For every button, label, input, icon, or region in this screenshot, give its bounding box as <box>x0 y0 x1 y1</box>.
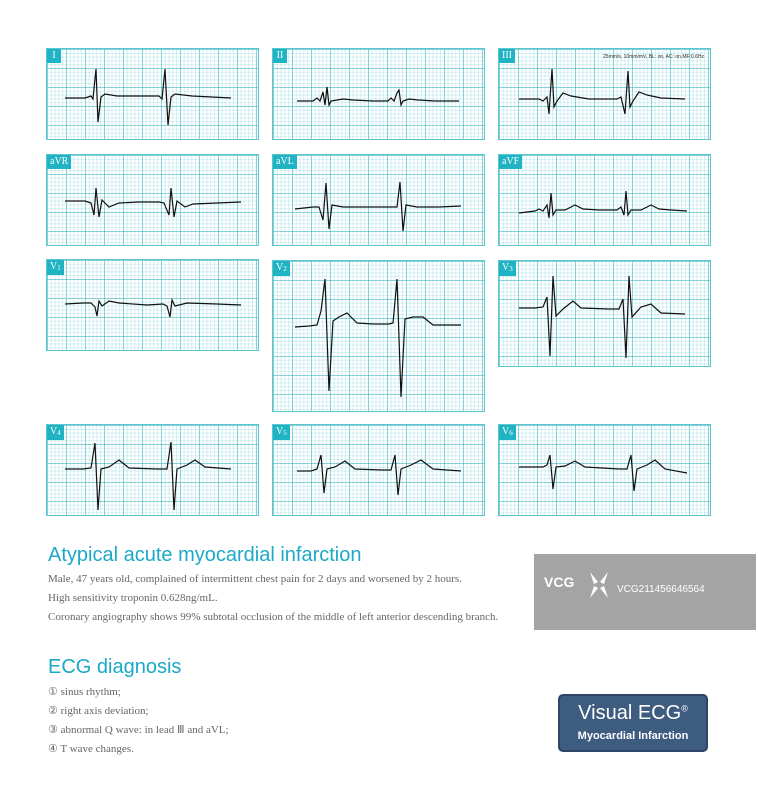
lead-V4-trace <box>47 425 260 517</box>
brand-badge <box>558 694 708 752</box>
diagnosis-item: ③ abnormal Q wave: in lead Ⅲ and aVL; <box>48 724 229 736</box>
brand-subtitle: Myocardial Infarction <box>577 730 689 742</box>
diagnosis-item: ② right axis deviation; <box>48 705 149 717</box>
lead-label: aVL <box>273 155 297 169</box>
lead-V6-panel <box>498 424 711 516</box>
lead-label: III <box>499 49 515 63</box>
lead-label: $V_3$ <box>499 261 516 276</box>
lead-V1-trace <box>47 260 260 352</box>
lead-I-panel <box>46 48 259 140</box>
lead-label: $V_1$ <box>47 260 64 275</box>
lead-V4-panel <box>46 424 259 516</box>
lead-III-trace <box>499 49 712 141</box>
lead-label: I <box>47 49 61 63</box>
lead-aVL-panel <box>272 154 485 246</box>
lead-V3-panel <box>498 260 711 367</box>
lead-V1-panel <box>46 259 259 351</box>
lead-II-panel <box>272 48 485 140</box>
lead-label: $V_2$ <box>273 261 290 276</box>
lead-label: aVF <box>499 155 522 169</box>
watermark-id: VCG211456646564 <box>617 584 705 595</box>
case-line: Male, 47 years old, complained of intermittent chest pain for 2 days and worsened by 2 hours. <box>48 573 462 585</box>
case-line: High sensitivity troponin 0.628ng/mL. <box>48 592 218 604</box>
recording-settings: 25mm/s, 10mm/mV, BL: on, AC: on,MF:0.6Hz <box>603 54 704 60</box>
lead-label: $V_6$ <box>499 425 516 440</box>
lead-V2-panel <box>272 260 485 412</box>
lead-aVR-panel <box>46 154 259 246</box>
lead-aVR-trace <box>47 155 260 247</box>
diagnosis-item: ④ T wave changes. <box>48 743 134 755</box>
case-title: Atypical acute myocardial infarction <box>48 544 362 566</box>
lead-V3-trace <box>499 261 712 368</box>
lead-label: aVR <box>47 155 71 169</box>
lead-V2-trace <box>273 261 486 413</box>
lead-II-trace <box>273 49 486 141</box>
diagnosis-title: ECG diagnosis <box>48 656 182 678</box>
lead-label: $V_4$ <box>47 425 64 440</box>
watermark-logo: VCG <box>544 574 575 590</box>
lead-V6-trace <box>499 425 712 517</box>
lead-V5-trace <box>273 425 486 517</box>
brand-name: Visual ECG® <box>578 702 688 724</box>
lead-III-panel <box>498 48 711 140</box>
lead-aVL-trace <box>273 155 486 247</box>
lead-aVF-panel <box>498 154 711 246</box>
registered-mark: ® <box>681 703 688 714</box>
lead-V5-panel <box>272 424 485 516</box>
case-line: Coronary angiography shows 99% subtotal occlusion of the middle of left anterior descending branch. <box>48 611 499 623</box>
watermark <box>534 554 756 630</box>
diagnosis-item: ① sinus rhythm; <box>48 686 121 698</box>
lead-aVF-trace <box>499 155 712 247</box>
lead-label: $V_5$ <box>273 425 290 440</box>
lead-label: II <box>273 49 287 63</box>
lead-I-trace <box>47 49 260 141</box>
watermark-logo-icon <box>584 568 614 602</box>
